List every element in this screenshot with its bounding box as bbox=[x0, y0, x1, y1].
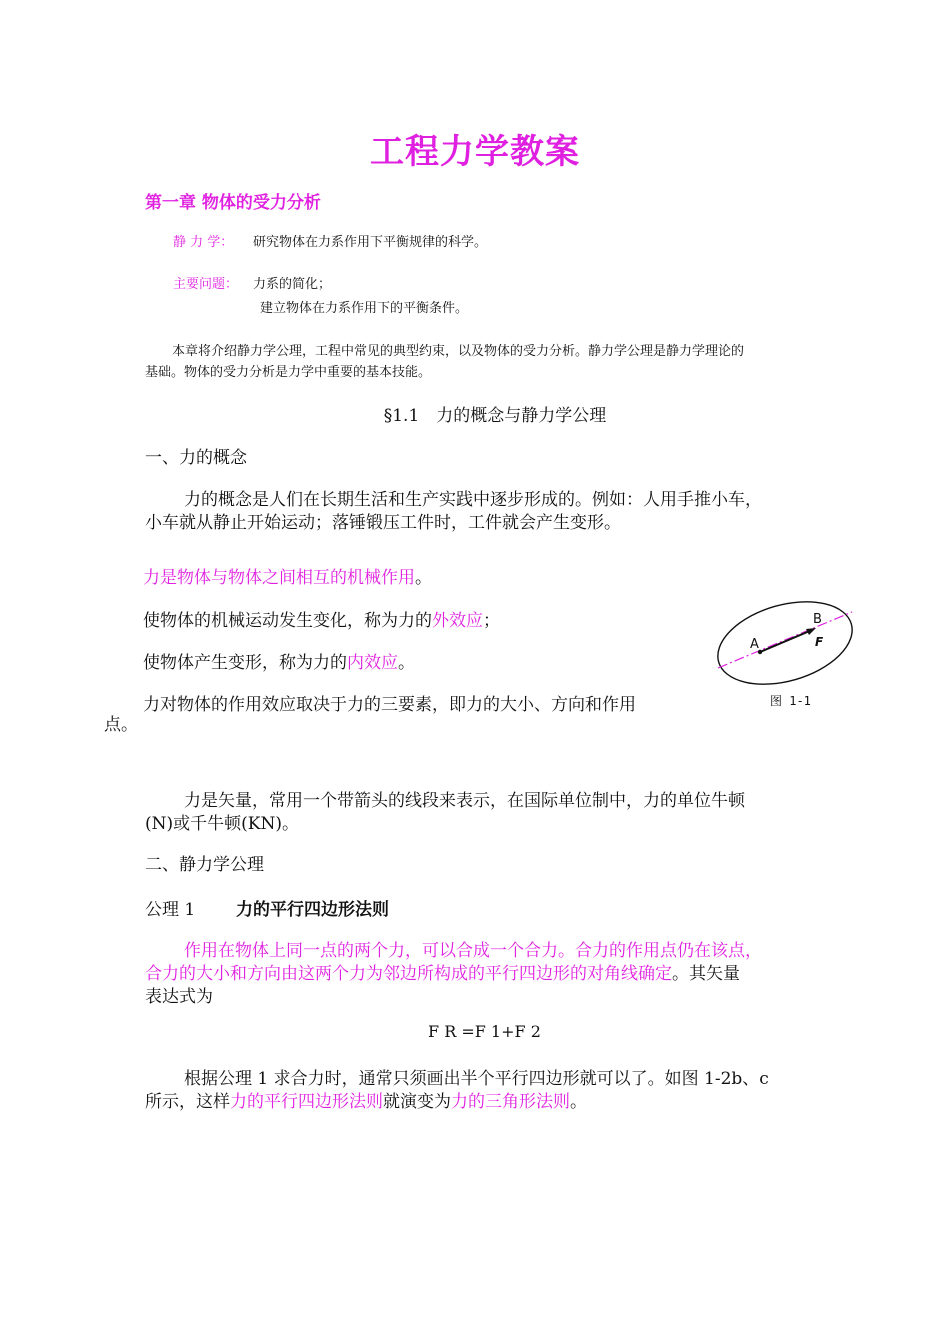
force-arrowhead-icon bbox=[806, 628, 816, 635]
vector-para-line-1: 力是矢量，常用一个带箭头的线段来表示，在国际单位制中，力的单位牛顿 bbox=[184, 791, 745, 811]
page-title: 工程力学教案 bbox=[370, 132, 580, 172]
internal-effect bbox=[143, 648, 415, 673]
force-definition bbox=[143, 563, 432, 588]
figure-caption: 图 1-1 bbox=[770, 694, 811, 708]
last-para-text-a: 所示，这样 bbox=[145, 1092, 230, 1112]
axiom1-text-line-2 bbox=[145, 959, 740, 984]
external-effect-end: ； bbox=[483, 611, 500, 631]
axiom1-name: 力的平行四边形法则 bbox=[236, 900, 389, 920]
force-vector bbox=[760, 630, 812, 652]
parallelogram-rule-highlight: 力的平行四边形法则 bbox=[230, 1092, 383, 1112]
three-elements-line-1: 力对物体的作用效应取决于力的三要素，即力的大小、方向和作用 bbox=[143, 695, 636, 715]
triangle-rule-highlight: 力的三角形法则 bbox=[451, 1092, 570, 1112]
heading-statics-axioms: 二、静力学公理 bbox=[145, 855, 264, 875]
vector-para-line-2: (N)或千牛顿(KN)。 bbox=[145, 814, 299, 834]
axiom1-text-highlight: 合力的大小和方向由这两个力为邻边所构成的平行四边形的对角线确定 bbox=[145, 964, 672, 984]
force-definition-highlight: 力是物体与物体之间相互的机械作用 bbox=[143, 568, 415, 588]
last-para-text-b: 就演变为 bbox=[383, 1092, 451, 1112]
para1-line-2: 小车就从静止开始运动；落锤锻压工件时，工件就会产生变形。 bbox=[145, 513, 621, 533]
internal-effect-prefix: 使物体产生变形，称为力的 bbox=[143, 653, 347, 673]
force-definition-end: 。 bbox=[415, 568, 432, 588]
main-problem-item-1: 力系的简化； bbox=[253, 277, 332, 292]
external-effect-prefix: 使物体的机械运动发生变化，称为力的 bbox=[143, 611, 432, 631]
section-title: §1.1 力的概念与静力学公理 bbox=[383, 406, 607, 426]
external-effect bbox=[143, 606, 500, 631]
main-problems-label: 主要问题： bbox=[173, 277, 239, 292]
axiom1-text-line-1: 作用在物体上同一点的两个力，可以合成一个合力。合力的作用点仍在该点， bbox=[184, 941, 762, 961]
axiom1-label: 公理 1 bbox=[145, 900, 196, 920]
three-elements-line-2: 点。 bbox=[104, 715, 138, 735]
statics-label: 静 力 学： bbox=[173, 235, 234, 250]
statics-definition: 研究物体在力系作用下平衡规律的科学。 bbox=[253, 235, 488, 250]
intro-line-2: 基础。物体的受力分析是力学中重要的基本技能。 bbox=[145, 365, 432, 380]
internal-effect-end: 。 bbox=[398, 653, 415, 673]
external-effect-highlight: 外效应 bbox=[432, 611, 483, 631]
axiom1-text-line-3: 表达式为 bbox=[145, 987, 213, 1007]
label-a: A bbox=[750, 637, 759, 652]
label-b: B bbox=[813, 612, 822, 627]
main-problem-item-2: 建立物体在力系作用下的平衡条件。 bbox=[260, 301, 469, 316]
action-line bbox=[718, 612, 852, 668]
formula: F R =F 1+F 2 bbox=[428, 1022, 541, 1041]
heading-force-concept: 一、力的概念 bbox=[145, 448, 247, 468]
para1-line-1: 力的概念是人们在长期生活和生产实践中逐步形成的。例如：人用手推小车， bbox=[184, 490, 762, 510]
body-ellipse bbox=[712, 596, 862, 699]
internal-effect-highlight: 内效应 bbox=[347, 653, 398, 673]
last-para-line-2 bbox=[145, 1087, 587, 1112]
axiom1-text-line-2-end: 。其矢量 bbox=[672, 964, 740, 984]
last-para-end: 。 bbox=[570, 1092, 587, 1112]
label-f: F bbox=[815, 635, 824, 649]
chapter-heading: 第一章 物体的受力分析 bbox=[145, 193, 321, 213]
intro-line-1: 本章将介绍静力学公理，工程中常见的典型约束，以及物体的受力分析。静力学公理是静力学理论的 bbox=[172, 344, 745, 359]
last-para-line-1: 根据公理 1 求合力时，通常只须画出半个平行四边形就可以了。如图 1-2b、c bbox=[184, 1069, 769, 1089]
